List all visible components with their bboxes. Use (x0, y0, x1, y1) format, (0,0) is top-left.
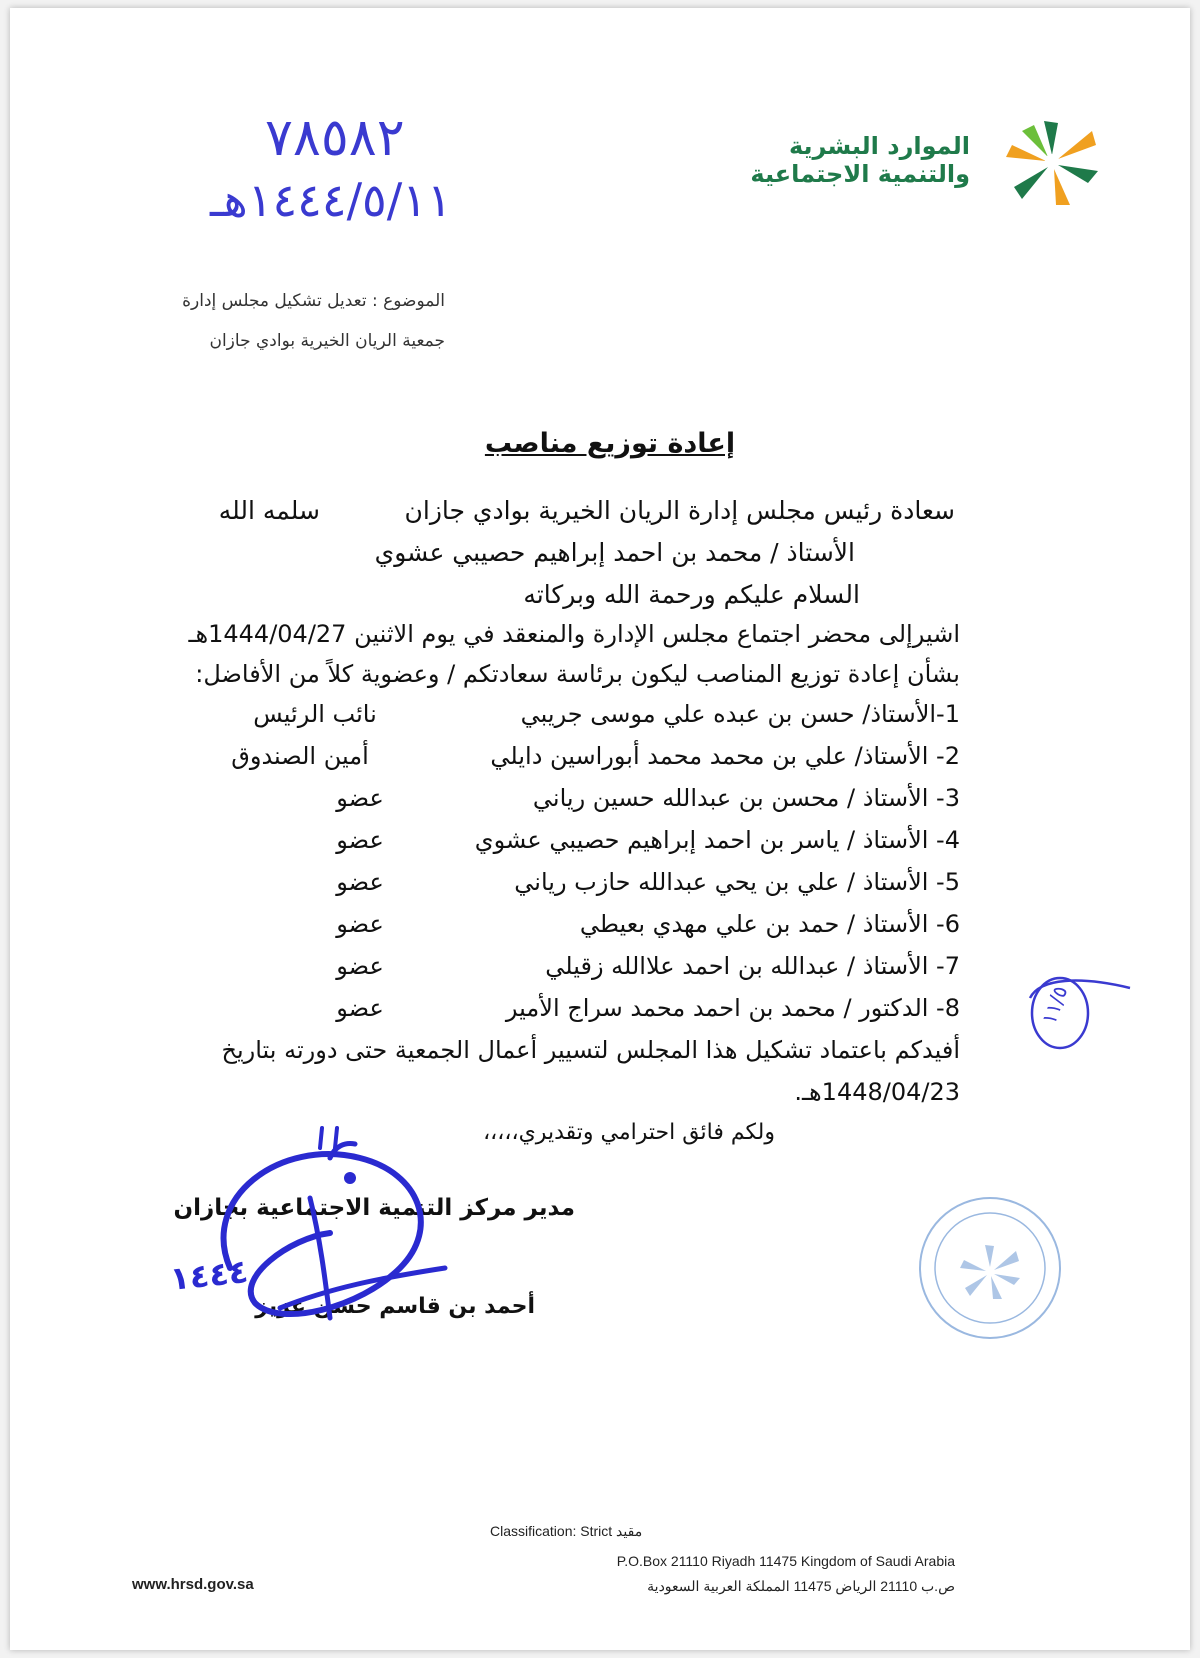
member-role: عضو (336, 826, 384, 854)
signatory-title: مدير مركز التنمية الاجتماعية بجازان (173, 1195, 575, 1221)
document-title: إعادة توزيع مناصب (484, 428, 736, 459)
subject-association: جمعية الريان الخيرية بوادي جازان (209, 331, 445, 351)
member-role: عضو (336, 994, 384, 1022)
handwritten-signature (160, 1118, 480, 1358)
closing-paragraph-2: 1448/04/23هـ. (794, 1078, 960, 1106)
member-role: أمين الصندوق (231, 742, 369, 770)
body-paragraph-2: بشأن إعادة توزيع المناصب ليكون برئاسة سعادتكم / وعضوية كلاً من الأفاضل: (195, 660, 960, 688)
handwritten-reference-number: ٧٨٥٨٢ (265, 108, 405, 168)
closing-paragraph-1: أفيدكم باعتماد تشكيل هذا المجلس لتسيير أعمال الجمعية حتى دورته بتاريخ (221, 1036, 960, 1064)
member-name: 2- الأستاذ/ علي بن محمد محمد أبوراسين دايلي (490, 742, 960, 770)
margin-initial-text: ١١/٥ (1036, 982, 1073, 1028)
official-stamp-icon (915, 1193, 1065, 1343)
member-name: 8- الدكتور / محمد بن احمد محمد سراج الأمير (505, 994, 960, 1022)
member-name: 5- الأستاذ / علي بن يحي عبدالله حازب رياني (514, 868, 960, 896)
member-role: عضو (336, 910, 384, 938)
website-link[interactable]: www.hrsd.gov.sa (132, 1576, 254, 1593)
ministry-logo (750, 113, 1110, 203)
body-paragraph-1: اشيرإلى محضر اجتماع مجلس الإدارة والمنعقد في يوم الاثنين 1444/04/27هـ (188, 620, 960, 648)
handwritten-reference-date: ١٤٤٤/٥/١١هـ (210, 173, 452, 227)
member-role: نائب الرئيس (253, 700, 377, 728)
logo-text-line1: الموارد البشرية (788, 132, 970, 160)
ministry-emblem-icon (995, 113, 1110, 208)
logo-text-line2: والتنمية الاجتماعية (750, 159, 970, 188)
member-role: عضو (336, 952, 384, 980)
address-english: P.O.Box 21110 Riyadh 11475 Kingdom of Saudi Arabia (616, 1553, 955, 1569)
member-name: 1-الأستاذ/ حسن بن عبده علي موسى جريبي (520, 700, 960, 728)
classification-label: Classification: Strict مقيد (490, 1523, 643, 1539)
address-arabic: ص.ب 21110 الرياض 11475 المملكة العربية السعودية (647, 1578, 955, 1594)
addressee-name: الأستاذ / محمد بن احمد إبراهيم حصيبي عشوي (374, 538, 855, 567)
closing-regards: ولكم فائق احترامي وتقديري،،،،، (483, 1120, 775, 1145)
handwritten-signature-year: ١٤٤٤ (168, 1252, 250, 1298)
document-page (10, 8, 1190, 1650)
member-name: 7- الأستاذ / عبدالله بن احمد علاالله زقيلي (545, 952, 960, 980)
addressee-line: سعادة رئيس مجلس إدارة الريان الخيرية بوادي جازان (404, 496, 955, 525)
member-name: 4- الأستاذ / ياسر بن احمد إبراهيم حصيبي عشوي (474, 826, 960, 854)
member-role: عضو (336, 868, 384, 896)
salutation-short: سلمه الله (218, 496, 320, 525)
logo-text (750, 133, 970, 188)
member-role: عضو (336, 784, 384, 812)
member-name: 6- الأستاذ / حمد بن علي مهدي بعيطي (579, 910, 960, 938)
signatory-name: أحمد بن قاسم حسن عزيز (255, 1294, 535, 1319)
member-name: 3- الأستاذ / محسن بن عبدالله حسين رياني (532, 784, 960, 812)
salam-line: السلام عليكم ورحمة الله وبركاته (523, 580, 860, 609)
subject-line: الموضوع : تعديل تشكيل مجلس إدارة (182, 291, 445, 311)
